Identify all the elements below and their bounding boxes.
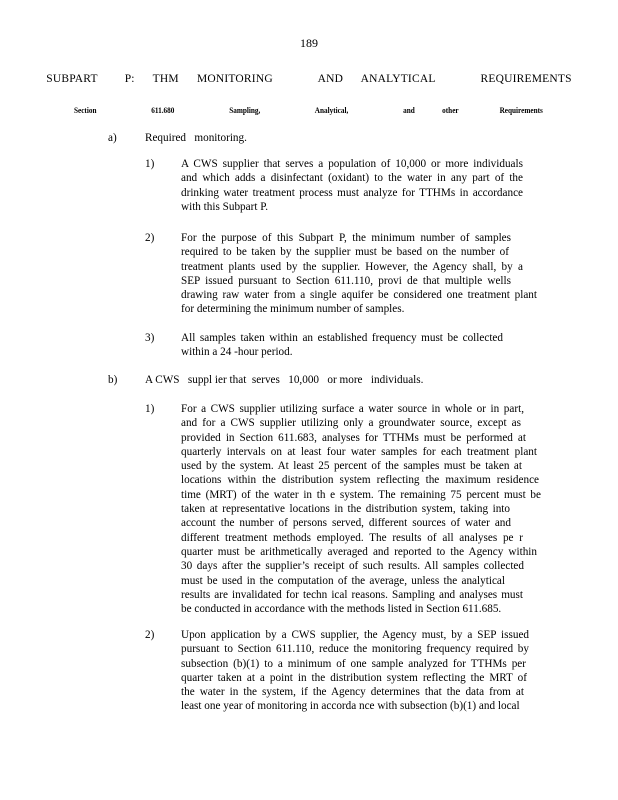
paragraph-line: subsection (b)(1) to a minimum of one sample analyzed for TTHMs per xyxy=(181,657,526,670)
section-heading: Section 611.680 Sampling, Analytical, and other Requirements xyxy=(74,105,543,115)
paragraph-line: with this Subpart P. xyxy=(181,200,269,213)
paragraph-line: For the purpose of this Subpart P, the minimum number of samples xyxy=(181,232,511,244)
item-b2-paragraph xyxy=(181,628,529,714)
paragraph-line: and for a CWS supplier utilizing only a groundwater source, except as xyxy=(181,417,521,430)
paragraph-line: All samples taken within an established frequency must be collected xyxy=(181,332,503,344)
paragraph-line: 30 days after the supplier’s receipt of such results. All samples collected xyxy=(181,560,524,573)
paragraph-line: the water in the system, if the Agency determines that the data from at xyxy=(181,686,524,699)
paragraph-line: SEP issued pursuant to Section 611.110, provi de that multiple wells xyxy=(181,274,511,287)
paragraph-line: taken at representative locations in the distribution system, taking into xyxy=(181,503,510,516)
item-a2-marker: 2) xyxy=(145,232,155,244)
paragraph-line: provided in Section 611.683, analyses for TTHMs must be performed at xyxy=(181,431,526,444)
paragraph-line: pursuant to Section 611.110, reduce the monitoring frequency required by xyxy=(181,643,529,656)
paragraph-line: quarter taken at a point in the distribution system reflecting the MRT of xyxy=(181,671,527,684)
paragraph-line: locations within the distribution system reflecting the maximum residence xyxy=(181,474,539,487)
paragraph-line: used by the system. At least 25 percent of the samples must be taken at xyxy=(181,460,522,473)
item-b1-paragraph xyxy=(181,402,541,616)
item-a1-marker: 1) xyxy=(145,158,155,170)
subsection-a-heading: Required monitoring. xyxy=(145,132,247,144)
paragraph-line: For a CWS supplier utilizing surface a water source in whole or in part, xyxy=(181,403,524,415)
paragraph-line: least one year of monitoring in accorda nce with subsection (b)(1) and local xyxy=(181,700,520,713)
paragraph-line: drinking water treatment process must analyze for TTHMs in accordance xyxy=(181,186,523,199)
paragraph-line: must be used in the computation of the average, unless the analytical xyxy=(181,574,505,587)
paragraph-line: time (MRT) of the water in th e system. The remaining 75 percent must be xyxy=(181,488,541,501)
paragraph-line: quarterly intervals on at least four water samples for each treatment plant xyxy=(181,445,537,458)
item-a1-paragraph xyxy=(181,157,523,214)
paragraph-line: required to be taken by the supplier must be based on the number of xyxy=(181,246,509,259)
paragraph-line: Upon application by a CWS supplier, the Agency must, by a SEP issued xyxy=(181,629,529,641)
page-number: 189 xyxy=(300,36,318,50)
paragraph-line: within a 24 -hour period. xyxy=(181,346,293,359)
paragraph-line: and which adds a disinfectant (oxidant) to the water in any part of the xyxy=(181,172,523,185)
subsection-a-marker: a) xyxy=(108,132,117,144)
item-a3-marker: 3) xyxy=(145,332,155,344)
paragraph-line: results are invalidated for techn ical reasons. Sampling and analyses must xyxy=(181,588,523,601)
item-a2-paragraph xyxy=(181,231,537,317)
subsection-b-marker: b) xyxy=(108,374,118,386)
paragraph-line: account the number of persons served, different sources of water and xyxy=(181,517,511,530)
paragraph-line: quarter must be arithmetically averaged and reported to the Agency within xyxy=(181,545,537,558)
paragraph-line: be conducted in accordance with the methods listed in Section 611.685. xyxy=(181,603,502,616)
paragraph-line: A CWS supplier that serves a population of 10,000 or more individuals xyxy=(181,158,523,170)
item-b2-marker: 2) xyxy=(145,629,155,641)
paragraph-line: drawing raw water from a single aquifer be considered one treatment plant xyxy=(181,289,537,302)
subpart-title: SUBPART P: THM MONITORING AND ANALYTICAL REQUIREMENTS xyxy=(46,73,572,85)
paragraph-line: for determining the minimum number of samples. xyxy=(181,303,405,316)
subsection-b-heading: A CWS suppl ier that serves 10,000 or more individuals. xyxy=(145,374,424,386)
paragraph-line: treatment plants used by the supplier. However, the Agency shall, by a xyxy=(181,260,523,273)
item-b1-marker: 1) xyxy=(145,403,155,415)
paragraph-line: different treatment methods employed. The results of all analyses pe r xyxy=(181,531,523,544)
item-a3-paragraph xyxy=(181,331,503,360)
